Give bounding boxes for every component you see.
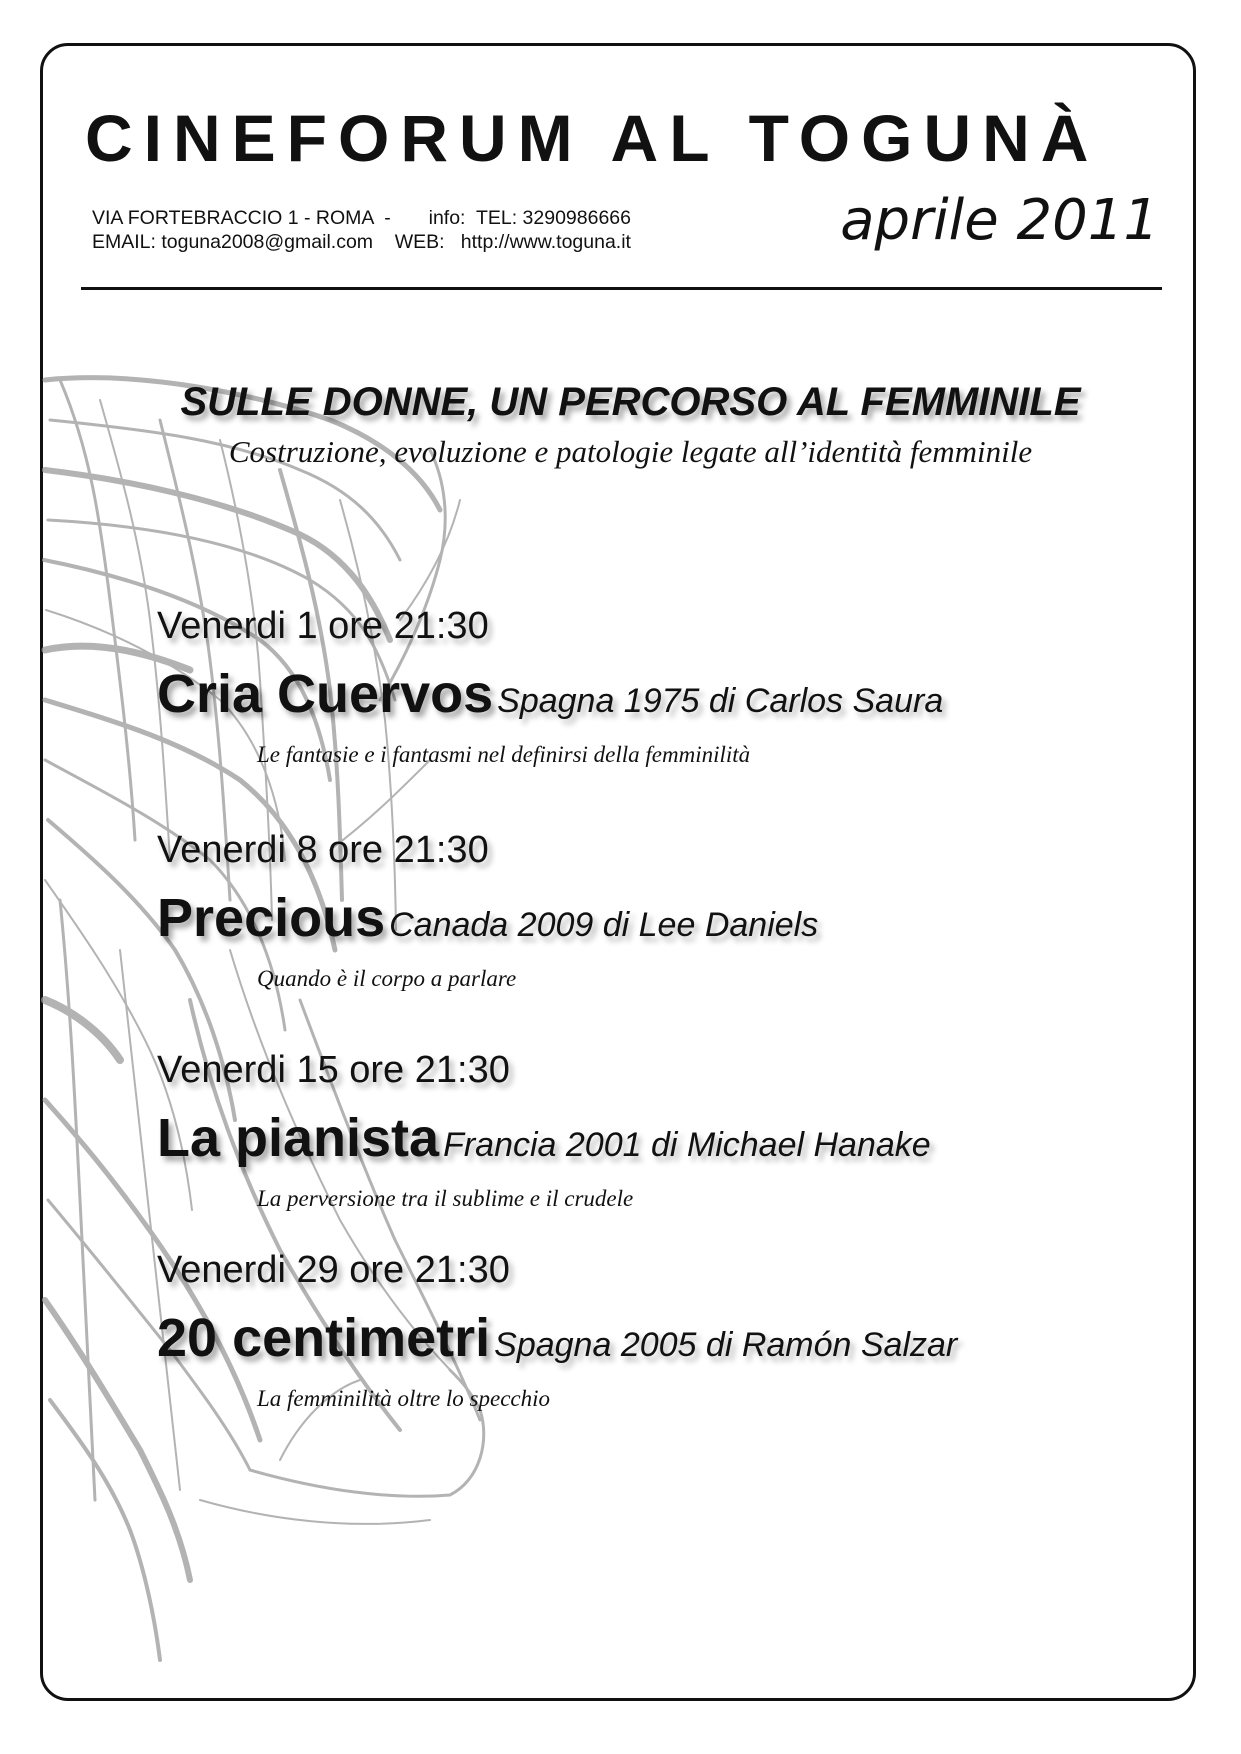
film-heading bbox=[157, 1307, 957, 1383]
screening-item bbox=[157, 827, 818, 993]
film-title: Cria Cuervos bbox=[157, 664, 494, 724]
screening-item bbox=[157, 1047, 931, 1213]
theme-subtitle: Costruzione, evoluzione e patologie legate all’identità femminile bbox=[228, 434, 1033, 469]
screening-item bbox=[157, 603, 943, 769]
contact-line-email-web: EMAIL: toguna2008@gmail.com WEB: http://www.toguna.it bbox=[92, 231, 631, 253]
film-note: La perversione tra il sublime e il crudele bbox=[257, 1186, 634, 1211]
film-heading bbox=[157, 1107, 931, 1183]
film-info: Francia 2001 di Michael Hanake bbox=[443, 1126, 931, 1164]
film-title: Precious bbox=[157, 888, 386, 948]
screening-date-time: Venerdi 15 ore 21:30 bbox=[157, 1049, 510, 1091]
film-info: Spagna 1975 di Carlos Saura bbox=[497, 682, 944, 720]
contact-info bbox=[92, 206, 631, 254]
header-divider bbox=[81, 287, 1162, 290]
theme-title: SULLE DONNE, UN PERCORSO AL FEMMINILE bbox=[180, 380, 1081, 424]
screening-date-time: Venerdi 1 ore 21:30 bbox=[157, 605, 489, 647]
screening-date-time: Venerdi 8 ore 21:30 bbox=[157, 829, 489, 871]
film-info: Spagna 2005 di Ramón Salzar bbox=[494, 1326, 958, 1364]
film-note: Quando è il corpo a parlare bbox=[257, 966, 517, 991]
film-heading bbox=[157, 663, 943, 739]
page-title: CINEFORUM AL TOGUNÀ bbox=[85, 101, 1100, 175]
screening-date-time: Venerdi 29 ore 21:30 bbox=[157, 1249, 510, 1291]
film-note: La femminilità oltre lo specchio bbox=[257, 1386, 551, 1411]
film-title: 20 centimetri bbox=[157, 1308, 491, 1368]
film-title: La pianista bbox=[157, 1108, 440, 1168]
month-label: aprile 2011 bbox=[840, 188, 1159, 253]
film-heading bbox=[157, 887, 818, 963]
screening-item bbox=[157, 1247, 957, 1413]
film-info: Canada 2009 di Lee Daniels bbox=[389, 906, 819, 944]
film-note: Le fantasie e i fantasmi nel definirsi della femminilità bbox=[257, 742, 751, 767]
contact-line-address-phone: VIA FORTEBRACCIO 1 - ROMA - info: TEL: 3290986666 bbox=[92, 207, 632, 229]
